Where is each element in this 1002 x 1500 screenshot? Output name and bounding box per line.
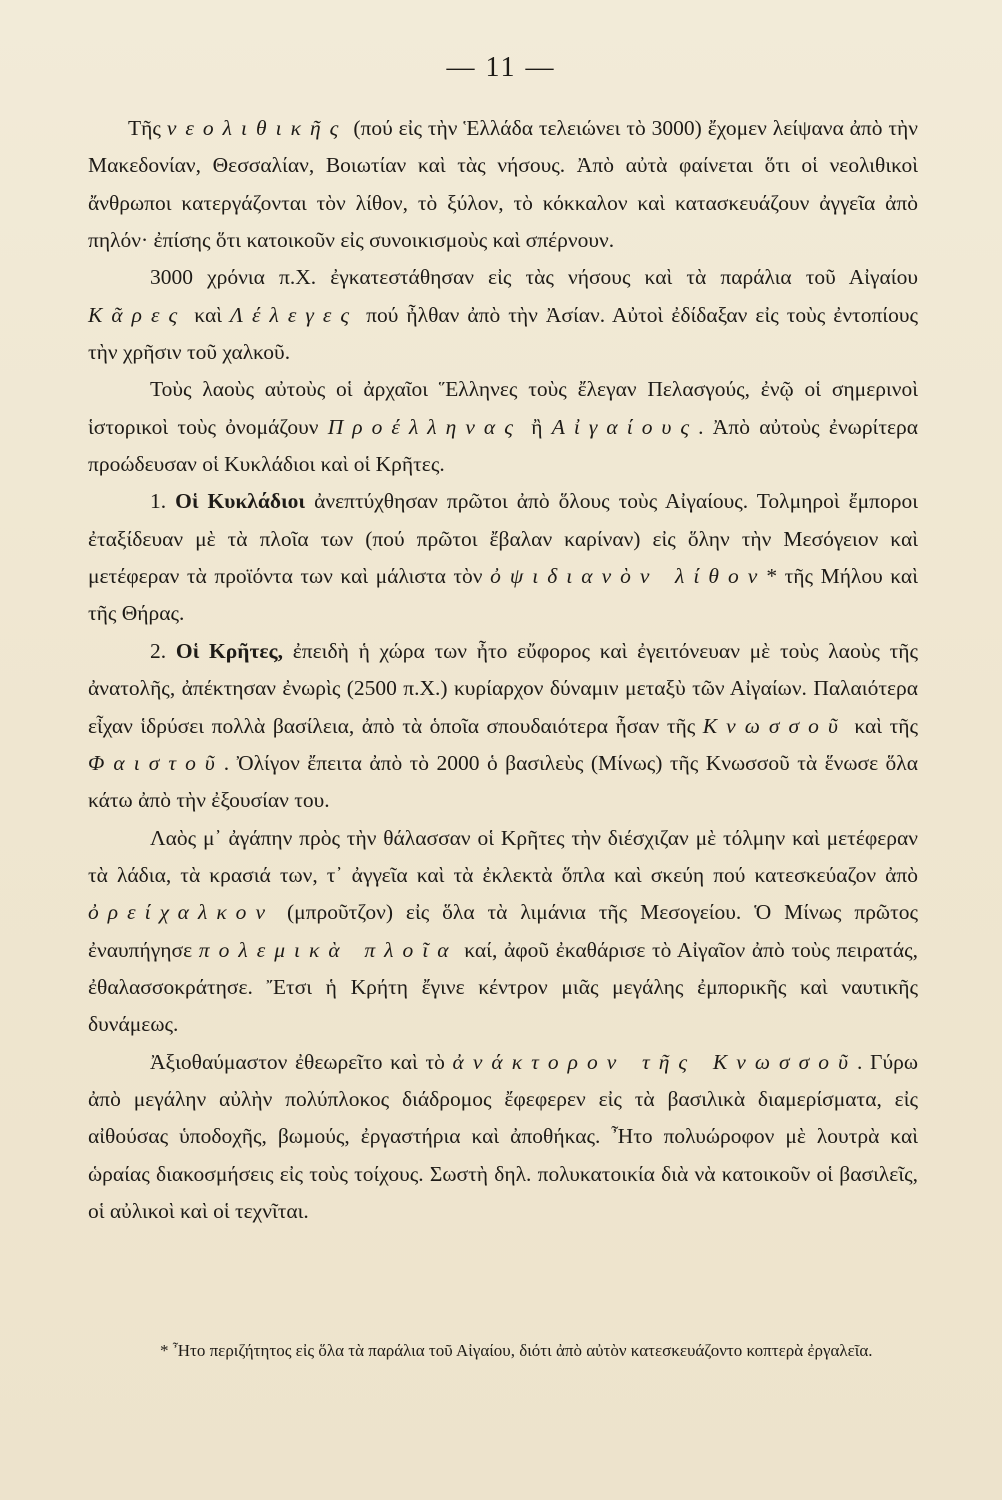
spaced-term: πολεμικὰ πλοῖα (198, 937, 458, 962)
spaced-term: ἀνάκτορον τῆς Κνωσσοῦ (452, 1049, 857, 1074)
paragraph-cretans (88, 633, 918, 820)
paragraph-palace (88, 1044, 918, 1231)
text-run: καὶ τῆς (846, 713, 919, 738)
text-run: καί, ἀφοῦ ἐκαθάρισε τὸ Αἰγαῖον ἀπὸ τοὺς πειρατάς, ἐθαλασσοκράτησε. Ἔτσι ἡ Κρήτη ἔγινε κέντρον μιᾶς μεγάλης ἐμπορικῆς καὶ ναυτικῆς δυνάμεως. (88, 937, 919, 1037)
section-number: 2. (150, 638, 176, 663)
text-run: 3000 χρόνια π.Χ. ἐγκατεστάθησαν εἰς τὰς νήσους καὶ τὰ παράλια τοῦ Αἰγαίου (150, 265, 918, 290)
spaced-term: Λέλεγες (230, 302, 359, 327)
text-run: . Ὀλίγον ἔπειτα ἀπὸ τὸ 2000 ὁ βασιλεὺς (Μίνως) τῆς Κνωσσοῦ τὰ ἕνωσε ὅλα κάτω ἀπὸ τὴν ἐξουσίαν του. (88, 750, 918, 813)
page-number: — 11 — (446, 52, 556, 83)
footnote-text: * Ἦτο περιζήτητος εἰς ὅλα τὰ παράλια τοῦ Αἰγαίου, διότι ἀπὸ αὐτὸν κατεσκευάζοντο κοπτερὰ ἐργαλεῖα. (160, 1341, 873, 1360)
spaced-term: Φαιστοῦ (88, 750, 224, 775)
text-run: (πού εἰς τὴν Ἑλλάδα τελειώνει τὸ 3000) ἔχομεν λείψανα ἀπὸ τὴν Μακεδονίαν, Θεσσαλίαν, Βοιωτίαν καὶ τὰς νήσους. Ἀπὸ αὐτὰ φαίνεται ὅτι οἱ νεολιθικοὶ ἄνθρωποι κατεργάζονται τὸν λίθον, τὸ ξύλον, τὸ κόκκαλον καὶ κατασκευάζουν ἀγγεῖα ἀπὸ πηλόν· ἐπίσης ὅτι κατοικοῦν εἰς συνοικισμοὺς καὶ σπέρνουν. (88, 116, 919, 253)
text-run: * τῆς Μήλου καὶ τῆς Θήρας. (88, 564, 918, 626)
text-run: Ἀξιοθαύμαστον ἐθεωρεῖτο καὶ τὸ (150, 1049, 453, 1074)
paragraph-sea-power (88, 820, 918, 1044)
text-run: . Γύρω ἀπὸ μεγάλην αὐλὴν πολύπλοκος διάδρομος ἔφεφερεν εἰς τὰ βασιλικὰ διαμερίσματα, εἰς αἰθούσας ὑποδοχῆς, βωμούς, ἐργαστήρια καὶ ἀποθήκας. Ἦτο πολυώροφον μὲ λουτρὰ καὶ ὡραίας διακοσμήσεις εἰς τοὺς τοίχους. Σωστὴ δηλ. πολυκατοικία διὰ νὰ κατοικοῦν οἱ βασιλεῖς, οἱ αὐλικοὶ καὶ οἱ τεχνῖται. (88, 1049, 918, 1223)
section-heading: Οἱ Κυκλάδιοι (175, 489, 306, 514)
text-run: Τοὺς λαοὺς αὐτοὺς οἱ ἀρχαῖοι Ἕλληνες τοὺς ἔλεγαν Πελασγούς, ἐνῷ οἱ σημερινοὶ ἱστορικοὶ τοὺς ὀνομάζουν (88, 377, 918, 439)
text-run: ἢ (521, 414, 552, 439)
paragraph-neolithic (88, 110, 918, 259)
text-run: . Ἀπὸ αὐτοὺς ἐνωρίτερα προώδευσαν οἱ Κυκλάδιοι καὶ οἱ Κρῆτες. (88, 414, 918, 477)
section-number: 1. (150, 489, 176, 514)
main-text (88, 110, 918, 1230)
text-run: ἀνεπτύχθησαν πρῶτοι ἀπὸ ὅλους τοὺς Αἰγαίους. Τολμηροὶ ἔμποροι ἐταξίδευαν μὲ τὰ πλοῖα των (πού πρῶτοι ἔβαλαν καρίναν) εἰς ὅλην τὴν Μεσόγειον καὶ μετέφεραν τὰ προϊόντα των καὶ μάλιστα τὸν (88, 489, 919, 589)
spaced-term: ὀψιδιανὸν λίθον (490, 564, 767, 589)
text-run: Τῆς (128, 116, 167, 140)
paragraph-karians (88, 259, 918, 371)
text-run: καὶ (186, 302, 231, 327)
paragraph-pelasgians (88, 371, 918, 483)
section-heading: Οἱ Κρῆτες, (175, 638, 283, 663)
spaced-term: Προέλληνας (327, 414, 522, 439)
spaced-term: Αἰγαίους (551, 414, 699, 439)
text-run: (μπροῦτζον) εἰς ὅλα τὰ λιμάνια τῆς Μεσογείου. Ὁ Μίνως πρῶτος ἐναυπήγησε (88, 900, 918, 962)
text-run: πού ἦλθαν ἀπὸ τὴν Ἀσίαν. Αὐτοὶ ἐδίδαξαν εἰς τοὺς ἐντοπίους τὴν χρῆσιν τοῦ χαλκοῦ. (88, 302, 918, 365)
spaced-term: Κᾶρες (88, 302, 187, 327)
spaced-term: νεολιθικῆς (166, 116, 348, 140)
text-run: Λαὸς μ᾿ ἀγάπην πρὸς τὴν θάλασσαν οἱ Κρῆτες τὴν διέσχιζαν μὲ τόλμην καὶ μετέφεραν τὰ λάδια, τὰ κρασιά των, τ᾿ ἀγγεῖα καὶ τὰ ἐκλεκτὰ ὅπλα καὶ σκεύη πού κατεσκεύαζον ἀπὸ (88, 825, 918, 887)
text-run: ἐπειδὴ ἡ χώρα των ἦτο εὔφορος καὶ ἐγειτόνευαν μὲ τοὺς λαοὺς τῆς ἀνατολῆς, ἀπέκτησαν ἐνωρὶς (2500 π.Χ.) κυρίαρχον δύναμιν μεταξὺ τῶν Αἰγαίων. Παλαιότερα εἶχαν ἱδρύσει πολλὰ βασίλεια, ἀπὸ τὰ ὁποῖα σπουδαιότερα ἦσαν τῆς (88, 638, 918, 738)
spaced-term: Κνωσσοῦ (702, 713, 847, 738)
paragraph-cycladians (88, 483, 918, 632)
footnote (88, 1336, 918, 1366)
spaced-term: ὀρείχαλκον (88, 900, 275, 925)
